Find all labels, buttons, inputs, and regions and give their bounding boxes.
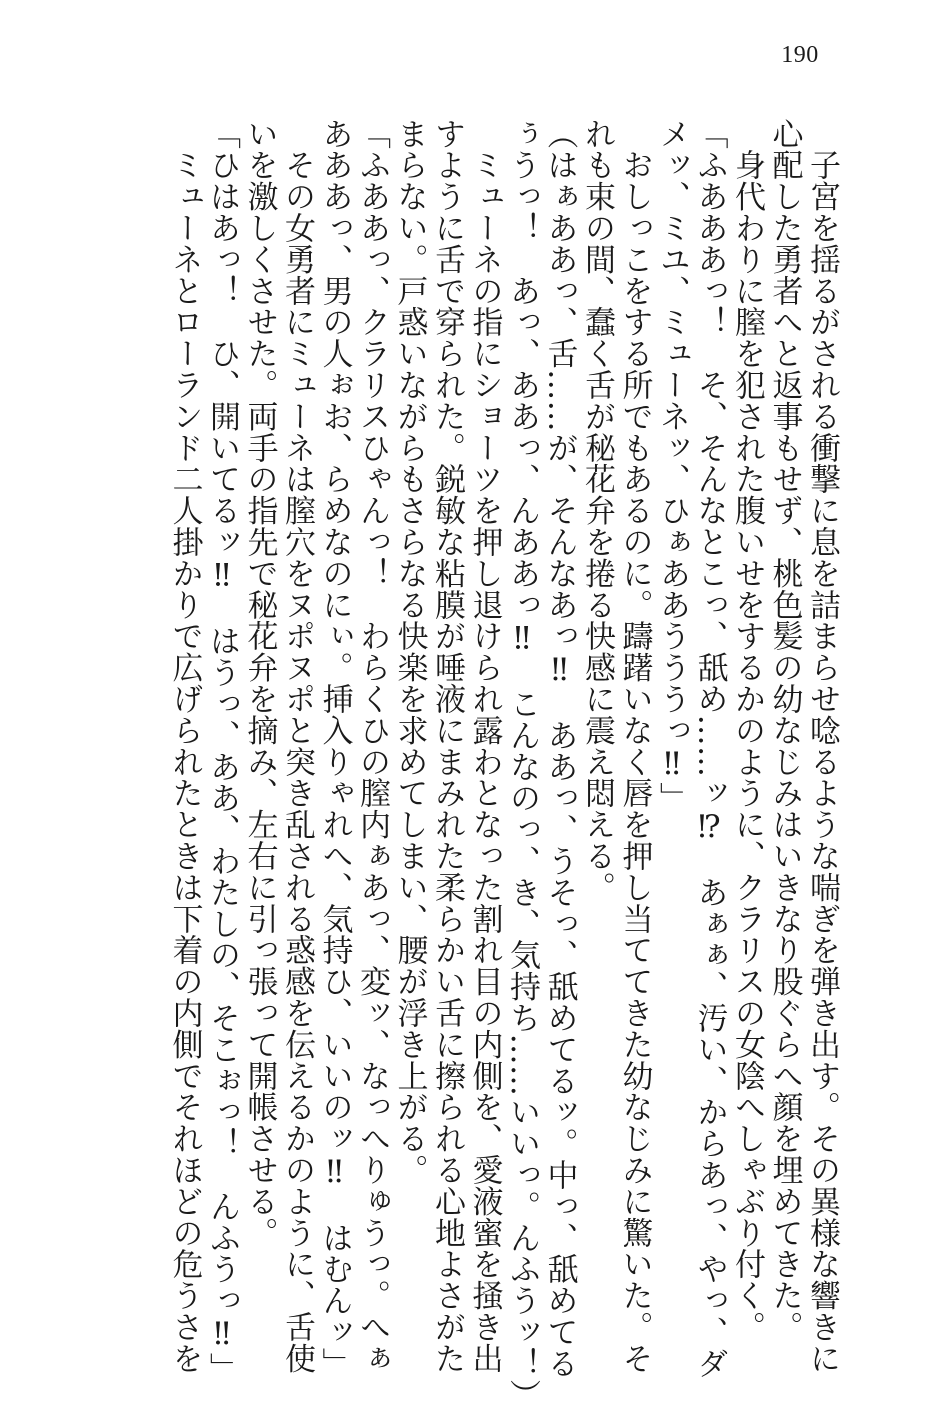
text-column: 心配した勇者へと返事もせず、桃色髪の幼なじみはいきなり股ぐらへ顔を埋めてきた。 [766,118,803,1343]
text-column: メッ、ミユ、ミューネッ、ひぁああうううっ‼」 [654,118,690,814]
text-column: 「ふああっ、クラリスひゃんっ！ わらくひの膣内ぁあっ、変ッ、なっへりゅうっ。へぁ [354,118,390,1374]
text-column: 子宮を揺るがされる衝撃に息を詰まらせ唸るような喘ぎを弾き出す。その異様な響きに [804,118,840,1374]
text-column: ぅうっ！ あっ、ああっ、んああっ‼ こんなのっ、き、気持ち……いいっ。んふうッ！） [504,118,540,1410]
text-column: その女勇者にミューネは膣穴をヌポヌポと突き乱される惑感を伝えるかのように、舌使 [279,118,315,1374]
page-number: 190 [781,42,819,68]
text-column: あああっ、男の人ぉお、らめなのにぃ。挿入りゃれへ、気持ひ、いいのッ‼ はむんッ」 [316,118,353,1379]
text-column: （はぁああっ、舌……が、そんなあっ‼ ああっ、うそっ、舐めてるッ。中っ、舐めてる [541,118,578,1379]
text-column: まらない。戸惑いながらもさらなる快楽を求めてしまい、腰が浮き上がる。 [391,118,428,1186]
text-column: おしっこをする所でもあるのに。躊躇いなく唇を押し当ててきた幼なじみに驚いた。そ [616,118,653,1374]
text-column: すように舌で穿られた。鋭敏な粘膜が唾液にまみれた柔らかい舌に擦られる心地よさがた [429,118,465,1374]
text-column: れも束の間、蠢く舌が秘花弁を捲る快感に震え悶える。 [579,118,615,903]
text-column: いを激しくさせた。両手の指先で秘花弁を摘み、左右に引っ張って開帳させる。 [241,118,278,1249]
text-column: 身代わりに膣を犯された腹いせをするかのように、クラリスの女陰へしゃぶり付く。 [729,118,765,1343]
text-column: 「ふあああっ！ そ、そんなとこっ、舐め……ッ⁉ あぁぁ、汚い、からあっ、やっ、ダ [691,118,728,1379]
text-column: 「ひはあっ！ ひ、開いてるッ‼ はうっ、ああ、わたしの、そこぉっ！ んふうっ‼」 [204,118,240,1384]
text-column: ミューネの指にショーツを押し退けられ露わとなった割れ目の内側を、愛液蜜を掻き出 [466,118,503,1374]
body-text [165,118,840,1410]
text-column: ミューネとローランド二人掛かりで広げられたときは下着の内側でそれほどの危うさを [166,118,203,1374]
